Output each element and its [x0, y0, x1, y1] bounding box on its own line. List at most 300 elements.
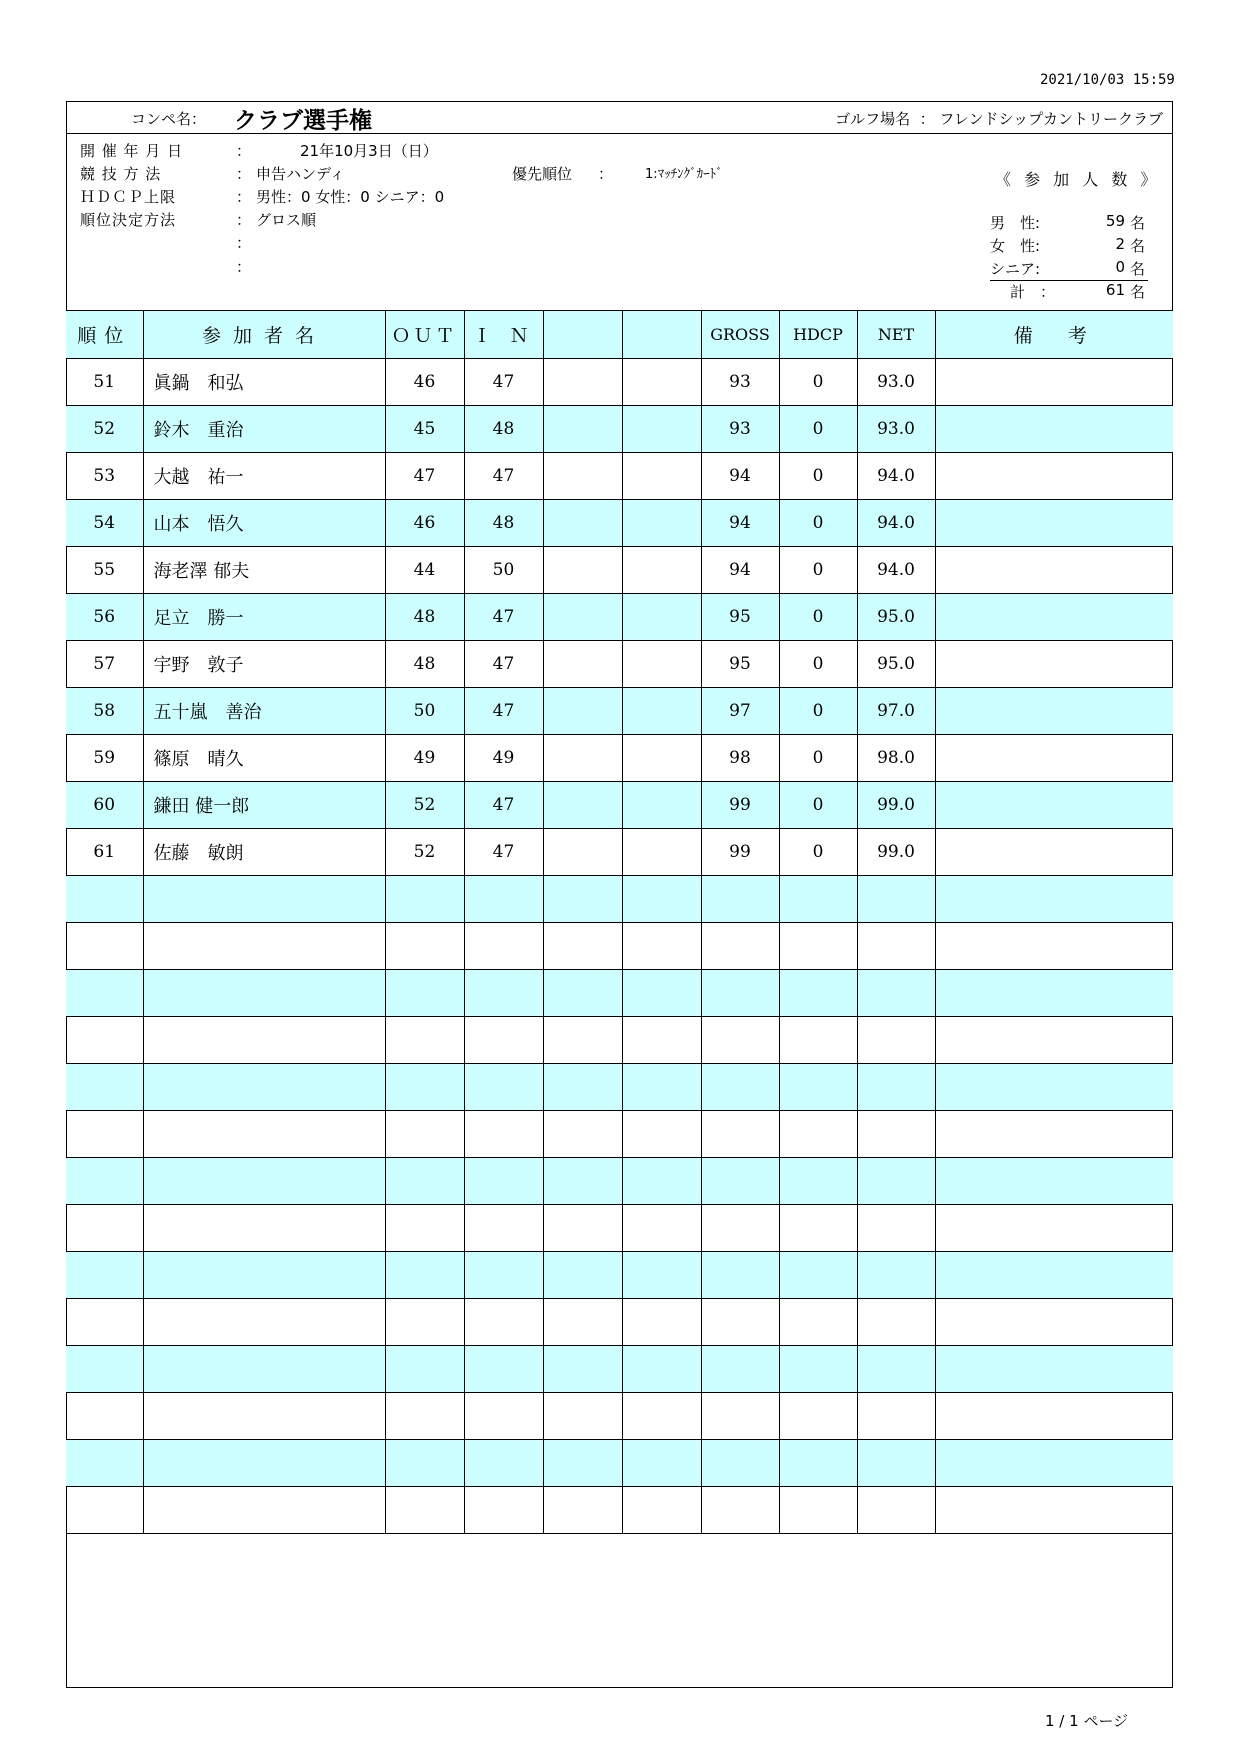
competition-label: コンペ名：	[131, 110, 207, 128]
name-cell: 足立 勝一	[143, 594, 385, 641]
empty-table-row	[66, 1252, 1173, 1299]
name-cell	[143, 1064, 385, 1111]
name-cell	[143, 876, 385, 923]
rank-cell	[66, 1252, 143, 1299]
net-cell	[857, 876, 935, 923]
hdcp-cell: 0	[779, 641, 857, 688]
empty-table-row	[66, 970, 1173, 1017]
blank-cell	[622, 641, 701, 688]
table-row	[66, 782, 1173, 829]
header-out: ＯＵＴ	[385, 311, 464, 359]
empty-table-row	[66, 1393, 1173, 1440]
header-name: 参加者名	[143, 311, 385, 359]
blank-cell	[543, 1346, 622, 1393]
remarks-cell	[935, 688, 1173, 735]
out-score-cell	[385, 1158, 464, 1205]
date-value: 21年10月3日（日）	[300, 142, 438, 160]
method-label: 競 技 方 法	[80, 165, 162, 183]
hdcp-cell	[779, 923, 857, 970]
rank-cell	[66, 1017, 143, 1064]
blank-cell	[543, 970, 622, 1017]
participant-count-title: 《 参 加 人 数 》	[995, 170, 1161, 189]
hdcp-cell: 0	[779, 735, 857, 782]
blank-cell	[543, 1393, 622, 1440]
name-cell: 山本 悟久	[143, 500, 385, 547]
header-hdcp: HDCP	[779, 311, 857, 359]
date-label: 開 催 年 月 日	[80, 142, 184, 160]
gross-cell	[701, 1299, 779, 1346]
gross-cell: 98	[701, 735, 779, 782]
blank-cell	[622, 1346, 701, 1393]
blank-cell	[622, 923, 701, 970]
gross-cell	[701, 923, 779, 970]
hdcp-cell	[779, 1487, 857, 1534]
gross-cell: 93	[701, 406, 779, 453]
net-cell	[857, 1158, 935, 1205]
table-row	[66, 453, 1173, 500]
rank-cell	[66, 1158, 143, 1205]
table-header-row	[66, 311, 1173, 359]
name-cell: 眞鍋 和弘	[143, 359, 385, 406]
priority-label: 優先順位	[512, 165, 573, 183]
total-count: 61	[1105, 281, 1125, 299]
info-colon: ：	[236, 165, 252, 183]
gross-cell	[701, 1346, 779, 1393]
header-blank	[543, 311, 622, 359]
out-score-cell	[385, 1205, 464, 1252]
out-score-cell: 49	[385, 735, 464, 782]
name-cell: 五十嵐 善治	[143, 688, 385, 735]
rank-cell	[66, 970, 143, 1017]
name-cell: 佐藤 敏朗	[143, 829, 385, 876]
in-score-cell	[464, 1017, 543, 1064]
net-cell: 94.0	[857, 453, 935, 500]
name-cell	[143, 1017, 385, 1064]
blank-cell	[543, 1111, 622, 1158]
blank-cell	[622, 1252, 701, 1299]
blank-cell	[622, 1440, 701, 1487]
net-cell: 93.0	[857, 406, 935, 453]
hdcp-cell	[779, 1440, 857, 1487]
blank-cell	[622, 1487, 701, 1534]
name-cell: 海老澤 郁夫	[143, 547, 385, 594]
blank-cell	[543, 923, 622, 970]
female-label: 女 性:	[990, 237, 1041, 255]
remarks-cell	[935, 641, 1173, 688]
blank-cell	[543, 782, 622, 829]
out-score-cell	[385, 1252, 464, 1299]
blank-cell	[543, 1017, 622, 1064]
male-count: 59	[1105, 212, 1125, 230]
blank-cell	[622, 406, 701, 453]
in-score-cell	[464, 923, 543, 970]
rank-cell: 59	[66, 735, 143, 782]
rank-cell	[66, 1064, 143, 1111]
rank-cell	[66, 1440, 143, 1487]
out-score-cell: 46	[385, 500, 464, 547]
table-row	[66, 641, 1173, 688]
blank-cell	[622, 1111, 701, 1158]
empty-table-row	[66, 1299, 1173, 1346]
hdcp-cell: 0	[779, 688, 857, 735]
gross-cell	[701, 876, 779, 923]
remarks-cell	[935, 1064, 1173, 1111]
header-net: NET	[857, 311, 935, 359]
competition-name: クラブ選手権	[234, 108, 372, 134]
gross-cell	[701, 1252, 779, 1299]
table-row	[66, 594, 1173, 641]
out-score-cell: 47	[385, 453, 464, 500]
in-score-cell	[464, 970, 543, 1017]
results-table	[66, 310, 1173, 1534]
info-colon: ：	[236, 142, 252, 160]
in-score-cell	[464, 1158, 543, 1205]
count-unit: 名	[1130, 283, 1146, 301]
method-value: 申告ハンディ	[256, 165, 345, 183]
out-score-cell: 45	[385, 406, 464, 453]
in-score-cell	[464, 876, 543, 923]
gross-cell	[701, 1440, 779, 1487]
name-cell	[143, 1111, 385, 1158]
blank-cell	[543, 829, 622, 876]
in-score-cell: 47	[464, 359, 543, 406]
blank-cell	[543, 1252, 622, 1299]
hdcp-cell	[779, 876, 857, 923]
hdcp-cell	[779, 1017, 857, 1064]
table-row	[66, 547, 1173, 594]
empty-table-row	[66, 1440, 1173, 1487]
name-cell	[143, 1158, 385, 1205]
out-score-cell: 46	[385, 359, 464, 406]
hdcp-limit-value: 男性：0 女性：0 シニア：0	[256, 188, 445, 206]
out-score-cell: 48	[385, 594, 464, 641]
name-cell	[143, 1205, 385, 1252]
out-score-cell: 52	[385, 829, 464, 876]
blank-cell	[622, 782, 701, 829]
empty-table-row	[66, 1346, 1173, 1393]
out-score-cell: 44	[385, 547, 464, 594]
gross-cell: 94	[701, 453, 779, 500]
blank-cell	[543, 406, 622, 453]
course-separator: ：	[919, 110, 935, 128]
remarks-cell	[935, 1487, 1173, 1534]
net-cell: 94.0	[857, 547, 935, 594]
info-colon: ：	[236, 211, 252, 229]
gross-cell: 95	[701, 594, 779, 641]
blank-cell	[622, 453, 701, 500]
empty-table-row	[66, 1017, 1173, 1064]
hdcp-cell: 0	[779, 594, 857, 641]
hdcp-cell	[779, 1299, 857, 1346]
name-cell	[143, 1393, 385, 1440]
out-score-cell: 50	[385, 688, 464, 735]
rank-cell: 58	[66, 688, 143, 735]
out-score-cell	[385, 1299, 464, 1346]
net-cell: 99.0	[857, 782, 935, 829]
rank-cell	[66, 876, 143, 923]
in-score-cell: 47	[464, 641, 543, 688]
course-name: フレンドシップカントリークラブ	[939, 110, 1163, 128]
empty-table-row	[66, 1158, 1173, 1205]
table-row	[66, 500, 1173, 547]
hdcp-cell: 0	[779, 782, 857, 829]
hdcp-cell	[779, 970, 857, 1017]
net-cell	[857, 1252, 935, 1299]
name-cell	[143, 923, 385, 970]
rank-cell: 57	[66, 641, 143, 688]
hdcp-cell: 0	[779, 829, 857, 876]
in-score-cell	[464, 1487, 543, 1534]
course-info	[835, 108, 1163, 129]
remarks-cell	[935, 453, 1173, 500]
name-cell	[143, 1487, 385, 1534]
gross-cell: 97	[701, 688, 779, 735]
blank-cell	[622, 970, 701, 1017]
blank-cell	[543, 500, 622, 547]
out-score-cell	[385, 1393, 464, 1440]
empty-table-row	[66, 1064, 1173, 1111]
course-label: ゴルフ場名	[835, 110, 911, 128]
blank-cell	[622, 1064, 701, 1111]
empty-table-row	[66, 1205, 1173, 1252]
gross-cell: 99	[701, 782, 779, 829]
remarks-cell	[935, 500, 1173, 547]
blank-cell	[543, 688, 622, 735]
male-label: 男 性:	[990, 214, 1041, 232]
out-score-cell	[385, 876, 464, 923]
gross-cell	[701, 1158, 779, 1205]
header-in: Ｉ Ｎ	[464, 311, 543, 359]
remarks-cell	[935, 782, 1173, 829]
blank-cell	[622, 1299, 701, 1346]
net-cell	[857, 1440, 935, 1487]
out-score-cell: 48	[385, 641, 464, 688]
in-score-cell	[464, 1111, 543, 1158]
blank-cell	[543, 359, 622, 406]
blank-cell	[622, 1205, 701, 1252]
blank-cell	[543, 1440, 622, 1487]
page-number: 1 / 1 ページ	[1045, 1712, 1129, 1730]
net-cell: 97.0	[857, 688, 935, 735]
remarks-cell	[935, 1205, 1173, 1252]
net-cell: 98.0	[857, 735, 935, 782]
remarks-cell	[935, 970, 1173, 1017]
remarks-cell	[935, 1252, 1173, 1299]
header-remarks: 備 考	[935, 311, 1173, 359]
out-score-cell	[385, 1346, 464, 1393]
net-cell	[857, 1017, 935, 1064]
remarks-cell	[935, 876, 1173, 923]
net-cell	[857, 1346, 935, 1393]
blank-cell	[543, 641, 622, 688]
name-cell	[143, 1252, 385, 1299]
in-score-cell: 49	[464, 735, 543, 782]
ranking-method-value: グロス順	[256, 211, 317, 229]
rank-cell: 55	[66, 547, 143, 594]
gross-cell: 93	[701, 359, 779, 406]
blank-cell	[543, 1299, 622, 1346]
in-score-cell	[464, 1064, 543, 1111]
remarks-cell	[935, 1111, 1173, 1158]
blank-cell	[622, 876, 701, 923]
hdcp-cell	[779, 1158, 857, 1205]
remarks-cell	[935, 406, 1173, 453]
total-label: 計 ：	[1010, 283, 1056, 301]
rank-cell	[66, 1299, 143, 1346]
hdcp-cell: 0	[779, 359, 857, 406]
count-unit: 名	[1130, 237, 1146, 255]
blank-cell	[543, 594, 622, 641]
out-score-cell	[385, 1111, 464, 1158]
blank-cell	[622, 500, 701, 547]
in-score-cell	[464, 1440, 543, 1487]
gross-cell	[701, 1017, 779, 1064]
gross-cell: 99	[701, 829, 779, 876]
hdcp-cell	[779, 1205, 857, 1252]
net-cell	[857, 1393, 935, 1440]
out-score-cell	[385, 1487, 464, 1534]
hdcp-cell: 0	[779, 500, 857, 547]
remarks-cell	[935, 1017, 1173, 1064]
hdcp-cell: 0	[779, 547, 857, 594]
in-score-cell: 47	[464, 688, 543, 735]
rank-cell: 51	[66, 359, 143, 406]
rank-cell: 61	[66, 829, 143, 876]
priority-value: 1:ﾏｯﾁﾝｸﾞｶｰﾄﾞ	[645, 167, 723, 182]
rank-cell	[66, 1111, 143, 1158]
net-cell	[857, 1299, 935, 1346]
info-colon: ：	[236, 188, 252, 206]
in-score-cell: 48	[464, 406, 543, 453]
net-cell: 95.0	[857, 641, 935, 688]
in-score-cell	[464, 1252, 543, 1299]
remarks-cell	[935, 1346, 1173, 1393]
blank-cell	[543, 1158, 622, 1205]
hdcp-cell	[779, 1393, 857, 1440]
table-row	[66, 406, 1173, 453]
hdcp-cell	[779, 1346, 857, 1393]
blank-cell	[622, 829, 701, 876]
blank-cell	[622, 547, 701, 594]
out-score-cell: 52	[385, 782, 464, 829]
in-score-cell	[464, 1346, 543, 1393]
net-cell: 95.0	[857, 594, 935, 641]
remarks-cell	[935, 1158, 1173, 1205]
out-score-cell	[385, 1017, 464, 1064]
remarks-cell	[935, 735, 1173, 782]
gross-cell	[701, 1393, 779, 1440]
blank-cell	[543, 1487, 622, 1534]
net-cell	[857, 1111, 935, 1158]
gross-cell: 95	[701, 641, 779, 688]
rank-cell	[66, 1487, 143, 1534]
blank-cell	[543, 876, 622, 923]
gross-cell	[701, 1487, 779, 1534]
remarks-cell	[935, 547, 1173, 594]
net-cell	[857, 1487, 935, 1534]
out-score-cell	[385, 923, 464, 970]
count-unit: 名	[1130, 214, 1146, 232]
hdcp-cell	[779, 1064, 857, 1111]
gross-cell: 94	[701, 547, 779, 594]
blank-cell	[543, 453, 622, 500]
rank-cell: 53	[66, 453, 143, 500]
count-unit: 名	[1130, 260, 1146, 278]
remarks-cell	[935, 359, 1173, 406]
blank-cell	[622, 1017, 701, 1064]
in-score-cell: 47	[464, 782, 543, 829]
blank-cell	[622, 1393, 701, 1440]
blank-cell	[543, 547, 622, 594]
name-cell: 鎌田 健一郎	[143, 782, 385, 829]
net-cell	[857, 1064, 935, 1111]
blank-cell	[543, 735, 622, 782]
blank-cell	[622, 735, 701, 782]
net-cell	[857, 970, 935, 1017]
header-gross: GROSS	[701, 311, 779, 359]
ranking-method-label: 順位決定方法	[80, 211, 177, 229]
table-row	[66, 688, 1173, 735]
rank-cell: 60	[66, 782, 143, 829]
gross-cell	[701, 970, 779, 1017]
name-cell	[143, 970, 385, 1017]
table-row	[66, 735, 1173, 782]
rank-cell	[66, 1205, 143, 1252]
name-cell: 大越 祐一	[143, 453, 385, 500]
in-score-cell	[464, 1299, 543, 1346]
senior-count: 0	[1115, 258, 1125, 276]
remarks-cell	[935, 1393, 1173, 1440]
table-row	[66, 359, 1173, 406]
in-score-cell: 47	[464, 594, 543, 641]
info-colon: ：	[236, 258, 252, 276]
in-score-cell: 48	[464, 500, 543, 547]
hdcp-cell	[779, 1252, 857, 1299]
blank-cell	[622, 1158, 701, 1205]
female-count: 2	[1115, 235, 1125, 253]
gross-cell	[701, 1064, 779, 1111]
in-score-cell: 47	[464, 453, 543, 500]
info-colon: ：	[236, 234, 252, 252]
name-cell	[143, 1440, 385, 1487]
blank-cell	[543, 1064, 622, 1111]
name-cell	[143, 1346, 385, 1393]
net-cell: 94.0	[857, 500, 935, 547]
header-rank: 順位	[66, 311, 143, 359]
name-cell: 鈴木 重治	[143, 406, 385, 453]
rank-cell	[66, 1346, 143, 1393]
out-score-cell	[385, 1064, 464, 1111]
in-score-cell	[464, 1205, 543, 1252]
rank-cell	[66, 923, 143, 970]
results-body	[66, 359, 1173, 1534]
blank-cell	[622, 594, 701, 641]
net-cell	[857, 1205, 935, 1252]
priority-separator: ：	[598, 165, 614, 183]
out-score-cell	[385, 1440, 464, 1487]
net-cell: 99.0	[857, 829, 935, 876]
in-score-cell: 50	[464, 547, 543, 594]
print-timestamp: 2021/10/03 15:59	[1040, 72, 1175, 88]
in-score-cell	[464, 1393, 543, 1440]
remarks-cell	[935, 1299, 1173, 1346]
gross-cell	[701, 1111, 779, 1158]
remarks-cell	[935, 923, 1173, 970]
empty-table-row	[66, 1111, 1173, 1158]
remarks-cell	[935, 829, 1173, 876]
net-cell: 93.0	[857, 359, 935, 406]
rank-cell: 54	[66, 500, 143, 547]
